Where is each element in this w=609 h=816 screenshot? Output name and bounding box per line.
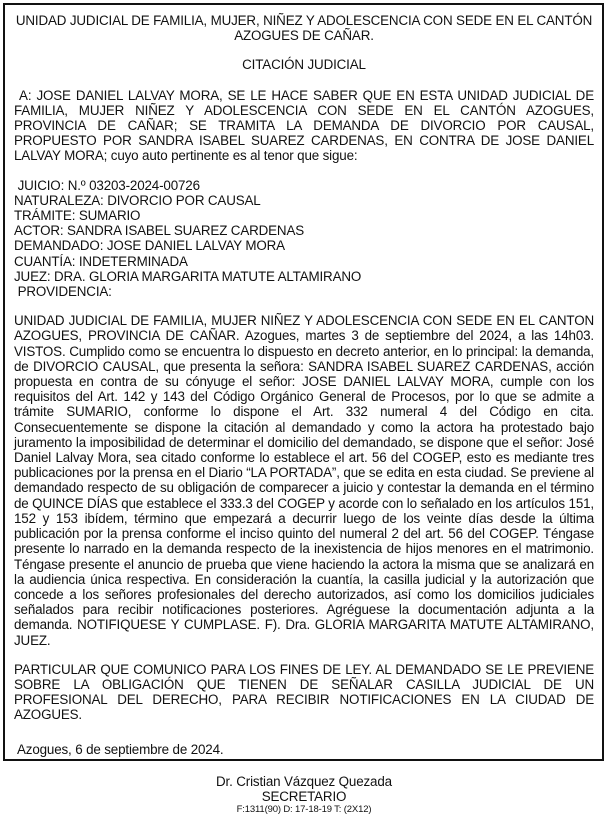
notice-date: Azogues, 6 de septiembre de 2024. <box>17 741 224 757</box>
case-nature: NATURALEZA: DIVORCIO POR CAUSAL <box>14 192 261 208</box>
case-procedure: TRÁMITE: SUMARIO <box>14 208 141 224</box>
signature-block <box>14 774 594 816</box>
case-amount: CUANTÍA: INDETERMINADA <box>14 253 188 269</box>
case-judge: JUEZ: DRA. GLORIA MARGARITA MATUTE ALTAMIRANO <box>14 268 362 284</box>
publication-codes: F:1311(90) D: 17-18-19 T: (2X12) <box>236 804 372 816</box>
case-defendant: DEMANDADO: JOSE DANIEL LALVAY MORA <box>14 238 285 254</box>
particular-paragraph: PARTICULAR QUE COMUNICO PARA LOS FINES DE LEY. AL DEMANDADO SE LE PREVIENE SOBRE LA OBLIGACIÓN QUE TIENEN DE SEÑALAR CASILLA JUDICIAL DE UN PROFESIONAL DEL DERECHO, PARA RECIBIR NOTIFICACIONES EN LA CIUDAD DE AZOGUES. <box>14 661 594 723</box>
intro-paragraph: A: JOSE DANIEL LALVAY MORA, SE LE HACE SABER QUE EN ESTA UNIDAD JUDICIAL DE FAMILIA, MUJER NIÑEZ Y ADOLESCENCIA CON SEDE EN EL CANTÓN AZOGUES, PROVINCIA DE CAÑAR; SE TRAMITA LA DEMANDA DE DIVORCIO POR CAUSAL, PROPUESTO POR SANDRA ISABEL SUAREZ CARDENAS, EN CONTRA DE JOSE DANIEL LALVAY MORA; cuyo auto pertinente es al tenor que sigue: <box>14 87 598 164</box>
legal-notice <box>3 3 604 816</box>
signer-name: Dr. Cristian Vázquez Quezada <box>216 773 392 789</box>
court-header: UNIDAD JUDICIAL DE FAMILIA, MUJER, NIÑEZ Y ADOLESCENCIA CON SEDE EN EL CANTÓN AZOGUES DE CAÑAR. <box>15 13 593 44</box>
signer-role: SECRETARIO <box>261 788 347 804</box>
case-plaintiff: ACTOR: SANDRA ISABEL SUAREZ CARDENAS <box>14 223 305 239</box>
providencia-paragraph: UNIDAD JUDICIAL DE FAMILIA, MUJER NIÑEZ Y ADOLESCENCIA CON SEDE EN EL CANTON AZOGUES, PROVINCIA DE CAÑAR. Azogues, martes 3 de septiembre del 2024, a las 14h03. VISTOS. Cumplido como se encuentra lo dispuesto en decreto anterior, en lo principal: la demanda, de DIVORCIO CAUSAL, que presenta la señora: SANDRA ISABEL SUAREZ CARDENAS, acción propuesta en contra de su cónyuge el señor: JOSE DANIEL LALVAY MORA, cumple con los requisitos del Art. 142 y 143 del Código Orgánico General de Procesos, por lo que se admite a trámite SUMARIO, conforme lo dispone el Art. 332 numeral 4 del Código en cita. Consecuentemente se dispone la citación al demandado y como la actora ha protestado bajo juramento la imposibilidad de determinar el domicilio del demandado, se dispone que el señor: José Daniel Lalvay Mora, sea citado conforme lo establece el art. 56 del COGEP, esto es mediante tres publicaciones por la prensa en el Diario “LA PORTADA”, que se edita en esta ciudad. Se previene al demandado respecto de su obligación de comparecer a juicio y contestar la demanda en el término de QUINCE DÍAS que establece el 333.3 del COGEP y acorde con lo señalado en los artículos 151, 152 y 153 ibídem, término que empezará a decurrir luego de los veinte días desde la última publicación por la prensa conforme el inciso quinto del numeral 2 del art. 56 del COGEP. Téngase presente lo narrado en la demanda respecto de la inexistencia de hijos menores en el matrimonio. Téngase presente el anuncio de prueba que viene haciendo la actora la misma que se analizará en la audiencia única respectiva. En consideración la cuantía, la casilla judicial y la autorización que concede a los señores profesionales del derecho autorizados, así como los domicilios judiciales señalados para recibir notificaciones posteriores. Agréguese la documentación adjunta a la demanda. NOTIFIQUESE Y CUMPLASE. F). Dra. GLORIA MARGARITA MATUTE ALTAMIRANO, JUEZ. <box>14 313 594 648</box>
case-number: JUICIO: N.º 03203-2024-00726 <box>14 177 200 193</box>
case-facts <box>14 178 594 300</box>
notice-title: CITACIÓN JUDICIAL <box>242 57 366 73</box>
providencia-label: PROVIDENCIA: <box>14 284 112 300</box>
